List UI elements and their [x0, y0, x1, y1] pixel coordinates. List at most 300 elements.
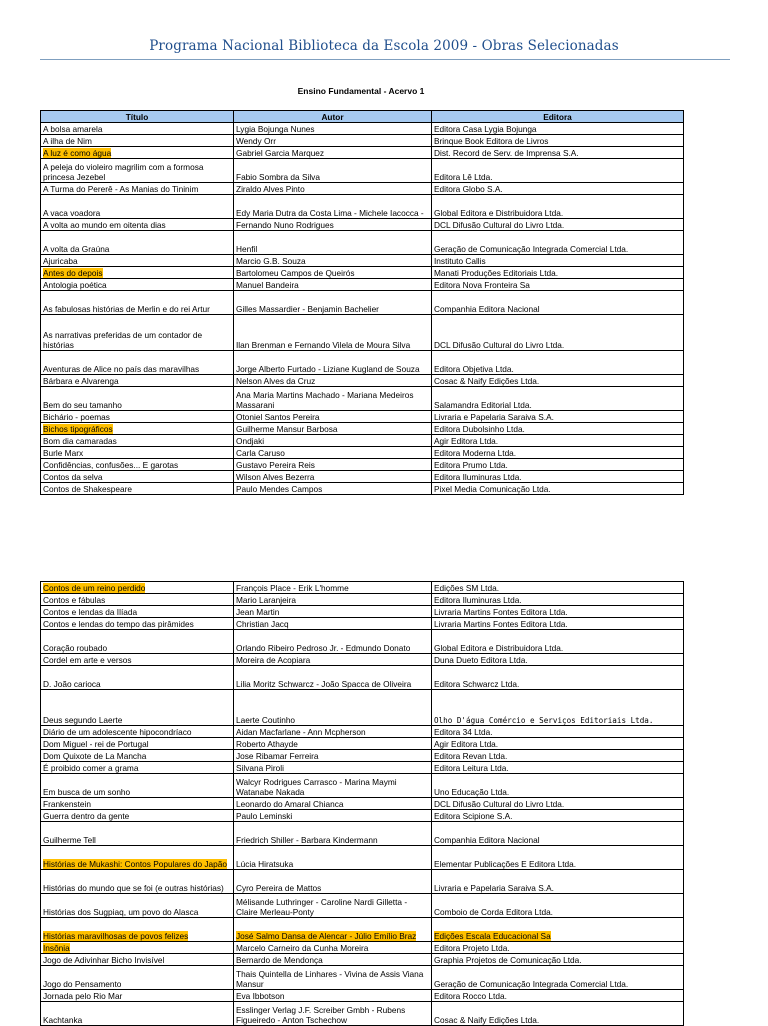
- table-row: [41, 942, 684, 954]
- cell-titulo: [41, 255, 234, 267]
- cell-autor: [234, 894, 432, 918]
- cell-autor: [234, 447, 432, 459]
- cell-editora-text: Editora 34 Ltda.: [434, 726, 493, 737]
- cell-editora: [432, 918, 684, 942]
- cell-autor-text: Gilles Massardier - Benjamin Bachelier: [236, 303, 379, 314]
- cell-titulo-text: Bem do seu tamanho: [43, 399, 122, 410]
- table-row: [41, 918, 684, 942]
- cell-editora: [432, 822, 684, 846]
- cell-titulo-text: Bichário - poemas: [43, 411, 110, 422]
- cell-titulo: [41, 618, 234, 630]
- cell-titulo-text: Dom Quixote de La Mancha: [43, 750, 147, 761]
- table-row: [41, 606, 684, 618]
- cell-titulo-text: Jogo do Pensamento: [43, 978, 122, 989]
- cell-autor: [234, 954, 432, 966]
- table-row: [41, 1002, 684, 1026]
- cell-editora-text: Editora Objetiva Ltda.: [434, 363, 514, 374]
- cell-editora: [432, 798, 684, 810]
- cell-autor: [234, 459, 432, 471]
- cell-editora-text: Comboio de Corda Editora Ltda.: [434, 906, 553, 917]
- cell-editora-text: Manati Produções Editoriais Ltda.: [434, 267, 559, 278]
- table-row: [41, 630, 684, 654]
- cell-titulo: [41, 870, 234, 894]
- cell-editora-text: DCL Difusão Cultural do Livro Ltda.: [434, 219, 565, 230]
- cell-editora: [432, 666, 684, 690]
- cell-editora: [432, 267, 684, 279]
- cell-autor-text: Ana Maria Martins Machado - Mariana Medeiros Massarani: [236, 390, 414, 410]
- cell-autor-text: Marcio G.B. Souza: [236, 255, 306, 266]
- table-row: [41, 315, 684, 351]
- table-row: [41, 123, 684, 135]
- cell-autor-text: Fernando Nuno Rodrigues: [236, 219, 334, 230]
- table-row: [41, 966, 684, 990]
- cell-titulo: [41, 582, 234, 594]
- table-row: [41, 159, 684, 183]
- cell-autor-text: Ondjaki: [236, 435, 265, 446]
- cell-titulo-text: As fabulosas histórias de Merlin e do rei Artur: [43, 303, 210, 314]
- cell-autor-text: Moreira de Acopiara: [236, 654, 311, 665]
- cell-autor-text: Lygia Bojunga Nunes: [236, 123, 315, 134]
- cell-autor: [234, 762, 432, 774]
- table-row: [41, 954, 684, 966]
- cell-editora: [432, 219, 684, 231]
- cell-titulo: [41, 630, 234, 654]
- cell-editora: [432, 351, 684, 375]
- table-row: [41, 471, 684, 483]
- cell-autor: [234, 870, 432, 894]
- cell-editora-text: Duna Dueto Editora Ltda.: [434, 654, 528, 665]
- cell-editora-text: Editora Schwarcz Ltda.: [434, 678, 520, 689]
- cell-editora: [432, 231, 684, 255]
- cell-editora-text: Editora Iluminuras Ltda.: [434, 471, 522, 482]
- cell-autor: [234, 279, 432, 291]
- cell-editora-text: Editora Nova Fronteira Sa: [434, 279, 530, 290]
- cell-editora: [432, 195, 684, 219]
- cell-titulo: [41, 606, 234, 618]
- table-row: [41, 183, 684, 195]
- table-row: [41, 291, 684, 315]
- cell-editora-text: DCL Difusão Cultural do Livro Ltda.: [434, 798, 565, 809]
- cell-titulo-text: É proibido comer a grama: [43, 762, 139, 773]
- cell-autor-text: Bartolomeu Campos de Queirós: [236, 267, 355, 278]
- cell-titulo: [41, 279, 234, 291]
- table-body-part-1: [41, 123, 684, 495]
- cell-autor-text: Paulo Leminski: [236, 810, 293, 821]
- table-row: [41, 135, 684, 147]
- cell-autor: [234, 315, 432, 351]
- table-row: [41, 654, 684, 666]
- cell-editora: [432, 459, 684, 471]
- cell-editora: [432, 582, 684, 594]
- cell-autor-text: Manuel Bandeira: [236, 279, 299, 290]
- cell-editora: [432, 618, 684, 630]
- table-row: [41, 231, 684, 255]
- cell-autor-text: Leonardo do Amaral Chianca: [236, 798, 344, 809]
- table-row: [41, 375, 684, 387]
- cell-autor-text: Cyro Pereira de Mattos: [236, 882, 322, 893]
- cell-editora-text: Editora Prumo Ltda.: [434, 459, 508, 470]
- table-row: [41, 618, 684, 630]
- cell-autor: [234, 726, 432, 738]
- cell-titulo-text: Aventuras de Alice no país das maravilhas: [43, 363, 200, 374]
- table-row: [41, 726, 684, 738]
- cell-titulo-text: Burle Marx: [43, 447, 84, 458]
- cell-editora-text: Editora Moderna Ltda.: [434, 447, 517, 458]
- cell-editora: [432, 159, 684, 183]
- cell-autor-text: Lilia Moritz Schwarcz - João Spacca de Oliveira: [236, 678, 412, 689]
- cell-titulo: [41, 822, 234, 846]
- cell-titulo: [41, 738, 234, 750]
- cell-autor: [234, 654, 432, 666]
- table-row: [41, 582, 684, 594]
- cell-autor-text: Roberto Athayde: [236, 738, 298, 749]
- cell-titulo-text: Contos da selva: [43, 471, 103, 482]
- cell-editora: [432, 606, 684, 618]
- cell-titulo-text: Contos e lendas do tempo das pirâmides: [43, 618, 194, 629]
- cell-editora-text: Global Editora e Distribuidora Ltda.: [434, 207, 564, 218]
- table-header-row: [41, 111, 684, 123]
- cell-autor-text: Otoniel Santos Pereira: [236, 411, 320, 422]
- cell-editora-text: Graphia Projetos de Comunicação Ltda.: [434, 954, 582, 965]
- cell-autor: [234, 255, 432, 267]
- cell-autor-text: Silvana Piroli: [236, 762, 284, 773]
- cell-editora-text: Livraria Martins Fontes Editora Ltda.: [434, 618, 568, 629]
- cell-titulo-text: Cordel em arte e versos: [43, 654, 132, 665]
- cell-editora-text: Editora Dubolsinho Ltda.: [434, 423, 525, 434]
- cell-autor: [234, 351, 432, 375]
- cell-editora-text: Elementar Publicações E Editora Ltda.: [434, 858, 577, 869]
- table-row: [41, 762, 684, 774]
- cell-autor-text: Walcyr Rodrigues Carrasco - Marina Maymi Watanabe Nakada: [236, 777, 397, 797]
- cell-autor: [234, 618, 432, 630]
- cell-editora-text: Edições Escala Educacional Sa: [434, 930, 551, 941]
- cell-editora: [432, 726, 684, 738]
- cell-autor-text: Orlando Ribeiro Pedroso Jr. - Edmundo Donato: [236, 642, 411, 653]
- cell-titulo-text: Antes do depois: [43, 267, 103, 278]
- cell-autor: [234, 942, 432, 954]
- cell-autor: [234, 147, 432, 159]
- cell-autor: [234, 159, 432, 183]
- cell-titulo: [41, 123, 234, 135]
- cell-titulo: [41, 594, 234, 606]
- cell-autor: [234, 738, 432, 750]
- cell-editora: [432, 810, 684, 822]
- cell-autor: [234, 774, 432, 798]
- cell-titulo: [41, 411, 234, 423]
- cell-titulo: [41, 147, 234, 159]
- table-row: [41, 459, 684, 471]
- title-divider: [40, 59, 730, 60]
- section-subtitle: Ensino Fundamental - Acervo 1: [297, 86, 425, 96]
- cell-titulo-text: Em busca de um sonho: [43, 786, 131, 797]
- cell-titulo-text: Contos de um reino perdido: [43, 582, 146, 593]
- cell-titulo-text: Confidências, confusões... E garotas: [43, 459, 179, 470]
- cell-autor-text: François Place - Erik L'homme: [236, 582, 349, 593]
- cell-titulo: [41, 291, 234, 315]
- table-row: [41, 810, 684, 822]
- cell-autor-text: Gustavo Pereira Reis: [236, 459, 315, 470]
- cell-editora-text: Geração de Comunicação Integrada Comercial Ltda.: [434, 243, 629, 254]
- cell-editora-text: Editora Projeto Ltda.: [434, 942, 510, 953]
- cell-editora: [432, 942, 684, 954]
- cell-editora-text: Editora Lê Ltda.: [434, 171, 493, 182]
- cell-editora: [432, 774, 684, 798]
- cell-autor: [234, 966, 432, 990]
- cell-editora-text: Editora Casa Lygia Bojunga: [434, 123, 537, 134]
- cell-editora-text: Editora Revan Ltda.: [434, 750, 508, 761]
- cell-editora: [432, 387, 684, 411]
- table-row: [41, 423, 684, 435]
- cell-autor-text: Jean Martin: [236, 606, 280, 617]
- cell-titulo-text: A bolsa amarela: [43, 123, 103, 134]
- column-header-titulo: Título: [41, 111, 234, 123]
- cell-autor-text: Gabriel Garcia Marquez: [236, 147, 325, 158]
- cell-editora: [432, 630, 684, 654]
- cell-editora-text: Geração de Comunicação Integrada Comercial Ltda.: [434, 978, 629, 989]
- cell-titulo-text: A luz é como água: [43, 147, 112, 158]
- cell-titulo: [41, 810, 234, 822]
- table-row: [41, 774, 684, 798]
- cell-titulo-text: Coração roubado: [43, 642, 108, 653]
- table-body-part-2: [41, 582, 684, 1026]
- cell-editora-text: Uno Educação Ltda.: [434, 786, 510, 797]
- table-row: [41, 846, 684, 870]
- cell-titulo: [41, 654, 234, 666]
- cell-editora: [432, 1002, 684, 1026]
- cell-titulo: [41, 666, 234, 690]
- cell-editora: [432, 315, 684, 351]
- cell-editora: [432, 846, 684, 870]
- cell-titulo-text: Kachtanka: [43, 1014, 83, 1025]
- table-row: [41, 690, 684, 726]
- cell-titulo-text: Guilherme Tell: [43, 834, 96, 845]
- cell-autor: [234, 423, 432, 435]
- cell-autor-text: Marcelo Carneiro da Cunha Moreira: [236, 942, 369, 953]
- cell-editora: [432, 435, 684, 447]
- cell-titulo-text: Frankenstein: [43, 798, 91, 809]
- cell-autor-text: Paulo Mendes Campos: [236, 483, 323, 494]
- cell-titulo: [41, 183, 234, 195]
- cell-titulo-text: Histórias dos Sugpiaq, um povo do Alasca: [43, 906, 199, 917]
- cell-autor: [234, 606, 432, 618]
- cell-titulo: [41, 471, 234, 483]
- cell-autor: [234, 471, 432, 483]
- cell-autor-text: Lúcia Hiratsuka: [236, 858, 294, 869]
- cell-titulo: [41, 447, 234, 459]
- cell-titulo-text: A ilha de Nim: [43, 135, 92, 146]
- cell-editora-text: Editora Rocco Ltda.: [434, 990, 507, 1001]
- cell-autor-text: Ilan Brenman e Fernando Vilela de Moura Silva: [236, 339, 411, 350]
- cell-titulo-text: Bichos tipográficos: [43, 423, 113, 434]
- cell-editora-text: Editora Leitura Ltda.: [434, 762, 509, 773]
- cell-titulo: [41, 135, 234, 147]
- cell-editora-text: Pixel Media Comunicação Ltda.: [434, 483, 551, 494]
- table-row: [41, 351, 684, 375]
- cell-titulo: [41, 435, 234, 447]
- cell-autor-text: Guilherme Mansur Barbosa: [236, 423, 338, 434]
- cell-editora-text: Livraria e Papelaria Saraiva S.A.: [434, 882, 554, 893]
- table-row: [41, 267, 684, 279]
- cell-autor-text: Ziraldo Alves Pinto: [236, 183, 305, 194]
- cell-autor: [234, 990, 432, 1002]
- cell-titulo-text: Histórias do mundo que se foi (e outras histórias): [43, 882, 224, 893]
- cell-titulo: [41, 774, 234, 798]
- table-row: [41, 279, 684, 291]
- cell-autor: [234, 387, 432, 411]
- cell-autor-text: José Salmo Dansa de Alencar - Júlio Emílio Braz: [236, 930, 417, 941]
- cell-titulo: [41, 159, 234, 183]
- cell-titulo: [41, 267, 234, 279]
- cell-titulo: [41, 375, 234, 387]
- cell-titulo: [41, 690, 234, 726]
- cell-titulo-text: Deus segundo Laerte: [43, 714, 123, 725]
- cell-editora: [432, 411, 684, 423]
- cell-autor-text: Wendy Orr: [236, 135, 276, 146]
- cell-editora-text: Companhia Editora Nacional: [434, 834, 540, 845]
- cell-autor-text: Fabio Sombra da Silva: [236, 171, 320, 182]
- cell-titulo-text: Bom dia camaradas: [43, 435, 117, 446]
- cell-editora: [432, 147, 684, 159]
- cell-titulo-text: Guerra dentro da gente: [43, 810, 130, 821]
- cell-titulo: [41, 726, 234, 738]
- cell-editora: [432, 954, 684, 966]
- cell-autor: [234, 1002, 432, 1026]
- cell-titulo: [41, 195, 234, 219]
- cell-autor: [234, 375, 432, 387]
- cell-editora-text: Salamandra Editorial Ltda.: [434, 399, 532, 410]
- cell-titulo: [41, 966, 234, 990]
- cell-autor-text: Esslinger Verlag J.F. Screiber Gmbh - Rubens Figueiredo - Anton Tschechow: [236, 1005, 406, 1025]
- column-header-autor: Autor: [234, 111, 432, 123]
- cell-titulo-text: Histórias de Mukashi: Contos Populares do Japão: [43, 858, 228, 869]
- cell-titulo-text: Histórias maravilhosas de povos felizes: [43, 930, 189, 941]
- cell-editora: [432, 894, 684, 918]
- cell-titulo-text: Contos e fábulas: [43, 594, 106, 605]
- cell-autor: [234, 183, 432, 195]
- table-row: [41, 666, 684, 690]
- cell-titulo-text: Antologia poética: [43, 279, 107, 290]
- cell-autor: [234, 846, 432, 870]
- cell-editora-text: Cosac & Naify Edições Ltda.: [434, 1014, 540, 1025]
- cell-editora: [432, 255, 684, 267]
- books-table-part-2: [40, 581, 684, 1026]
- cell-editora-text: Companhia Editora Nacional: [434, 303, 540, 314]
- table-row: [41, 870, 684, 894]
- cell-titulo: [41, 483, 234, 495]
- cell-autor: [234, 267, 432, 279]
- cell-autor: [234, 195, 432, 219]
- cell-titulo: [41, 798, 234, 810]
- cell-autor-text: Edy Maria Dutra da Costa Lima - Michele Iacocca -: [236, 207, 424, 218]
- cell-editora-text: Agir Editora Ltda.: [434, 435, 499, 446]
- cell-editora-text: Livraria Martins Fontes Editora Ltda.: [434, 606, 568, 617]
- cell-editora-text: Editora Scipione S.A.: [434, 810, 513, 821]
- page-title: Programa Nacional Biblioteca da Escola 2009 - Obras Selecionadas: [149, 38, 619, 54]
- cell-titulo-text: Contos e lendas da Ilíada: [43, 606, 138, 617]
- cell-titulo-text: Dom Miguel - rei de Portugal: [43, 738, 149, 749]
- cell-titulo-text: As narrativas preferidas de um contador de histórias: [43, 330, 203, 350]
- cell-titulo: [41, 894, 234, 918]
- cell-autor-text: Christian Jacq: [236, 618, 289, 629]
- cell-autor-text: Mario Laranjeira: [236, 594, 296, 605]
- table-row: [41, 750, 684, 762]
- cell-autor-text: Jorge Alberto Furtado - Liziane Kugland de Souza: [236, 363, 420, 374]
- cell-titulo-text: D. João carioca: [43, 678, 101, 689]
- cell-autor: [234, 750, 432, 762]
- cell-titulo: [41, 351, 234, 375]
- cell-titulo: [41, 459, 234, 471]
- cell-editora: [432, 135, 684, 147]
- cell-autor: [234, 666, 432, 690]
- cell-autor: [234, 483, 432, 495]
- cell-titulo: [41, 315, 234, 351]
- cell-editora-text: Dist. Record de Serv. de Imprensa S.A.: [434, 147, 579, 158]
- cell-titulo-text: Jornada pelo Rio Mar: [43, 990, 123, 1001]
- table-row: [41, 822, 684, 846]
- cell-autor: [234, 582, 432, 594]
- column-header-editora: Editora: [432, 111, 684, 123]
- cell-editora: [432, 690, 684, 726]
- cell-autor: [234, 219, 432, 231]
- cell-autor-text: Nelson Alves da Cruz: [236, 375, 316, 386]
- cell-editora-text: Livraria e Papelaria Saraiva S.A.: [434, 411, 554, 422]
- cell-autor-text: Laerte Coutinho: [236, 714, 296, 725]
- cell-autor-text: Bernardo de Mendonça: [236, 954, 323, 965]
- cell-autor: [234, 810, 432, 822]
- cell-autor: [234, 918, 432, 942]
- cell-titulo-text: A volta ao mundo em oitenta dias: [43, 219, 166, 230]
- cell-editora: [432, 279, 684, 291]
- cell-editora: [432, 123, 684, 135]
- table-row: [41, 195, 684, 219]
- cell-titulo-text: A vaca voadora: [43, 207, 101, 218]
- table-row: [41, 894, 684, 918]
- cell-editora: [432, 375, 684, 387]
- table-row: [41, 594, 684, 606]
- cell-titulo: [41, 762, 234, 774]
- cell-autor: [234, 435, 432, 447]
- cell-titulo: [41, 942, 234, 954]
- cell-autor: [234, 123, 432, 135]
- books-table-part-1: [40, 110, 684, 495]
- cell-editora: [432, 291, 684, 315]
- cell-editora: [432, 738, 684, 750]
- cell-editora: [432, 594, 684, 606]
- cell-editora-text: Brinque Book Editora de Livros: [434, 135, 549, 146]
- cell-autor-text: Carla Caruso: [236, 447, 285, 458]
- cell-autor-text: Eva Ibbotson: [236, 990, 285, 1001]
- cell-titulo: [41, 387, 234, 411]
- cell-editora-text: Editora Iluminuras Ltda.: [434, 594, 522, 605]
- cell-editora-text: Editora Globo S.A.: [434, 183, 503, 194]
- cell-editora: [432, 447, 684, 459]
- cell-editora-text: Olho D'água Comércio e Serviços Editoriais Ltda.: [434, 715, 654, 725]
- cell-autor: [234, 630, 432, 654]
- cell-editora-text: Agir Editora Ltda.: [434, 738, 499, 749]
- cell-titulo-text: A peleja do violeiro magrilim com a formosa princesa Jezebel: [43, 162, 204, 182]
- cell-titulo: [41, 918, 234, 942]
- cell-editora: [432, 750, 684, 762]
- table-row: [41, 738, 684, 750]
- table-row: [41, 990, 684, 1002]
- cell-titulo-text: Contos de Shakespeare: [43, 483, 133, 494]
- table-row: [41, 435, 684, 447]
- cell-autor-text: Friedrich Shiller - Barbara Kindermann: [236, 834, 378, 845]
- cell-titulo: [41, 219, 234, 231]
- cell-titulo-text: Ajuricaba: [43, 255, 78, 266]
- table-row: [41, 411, 684, 423]
- cell-autor-text: Thais Quintella de Linhares - Vivina de Assis Viana Mansur: [236, 969, 424, 989]
